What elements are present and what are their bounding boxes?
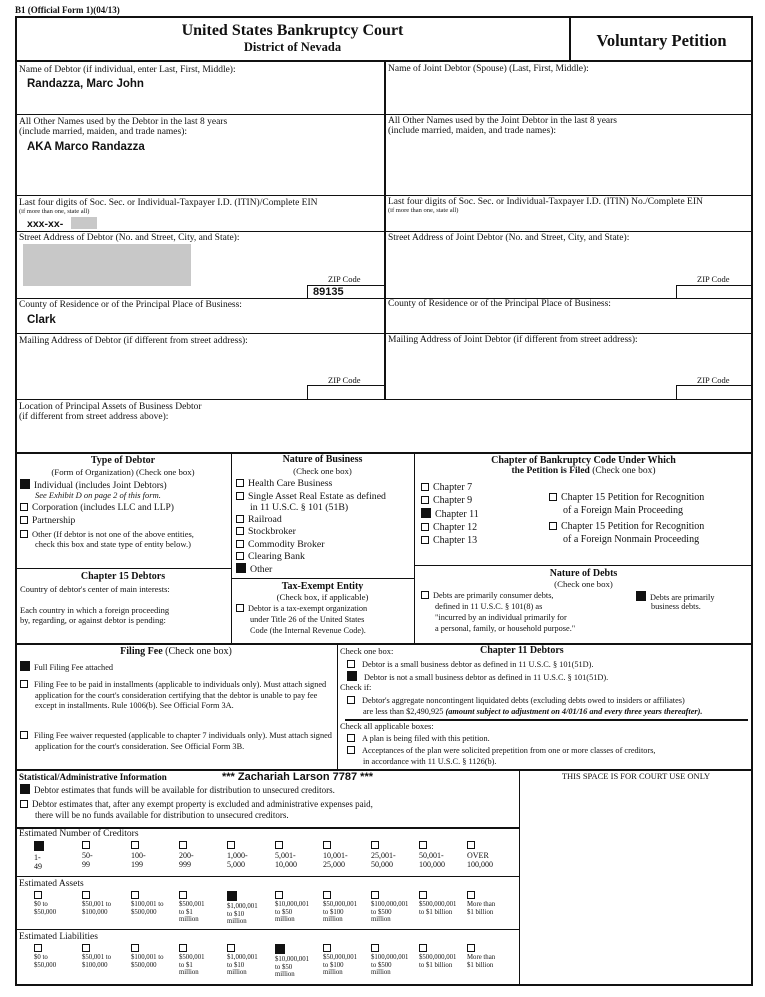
nature-of-debts-title: Nature of Debts (549, 568, 618, 579)
option-label: $500,000,001 (419, 901, 457, 908)
divider (519, 770, 520, 986)
option-label: OVER (467, 851, 489, 860)
divider (384, 61, 386, 399)
est-creditors-option[interactable] (179, 841, 194, 869)
est-creditors-option[interactable] (227, 841, 248, 869)
chapter-9[interactable]: Chapter 9 (421, 495, 472, 508)
checkbox-icon[interactable] (419, 841, 427, 849)
checkbox-icon[interactable] (371, 944, 379, 952)
type-corporation[interactable]: Corporation (includes LLC and LLP) (20, 502, 174, 515)
checkbox-checked-icon[interactable] (227, 891, 237, 901)
est-creditors-label: Estimated Number of Creditors (19, 829, 139, 839)
est-liabilities-option[interactable] (179, 944, 205, 977)
option-label: million (371, 916, 391, 923)
tax-exempt-line3: Code (the Internal Revenue Code). (250, 626, 366, 635)
option-label: $50,000 (34, 961, 57, 969)
checkbox-icon[interactable] (275, 891, 283, 899)
option-label: 50,001- (419, 851, 444, 860)
option-label: to $1 (179, 961, 193, 969)
chapter11-debtors-title: Chapter 11 Debtors (480, 645, 564, 656)
checkbox-icon[interactable] (236, 515, 244, 523)
option-label: $10,000,001 (275, 901, 309, 908)
installments-option[interactable]: Filing Fee to be paid in installments (applicable to individuals only). Must attach signed application for the court's consideration certifying that the debtor is unable to pay fee except in installments. Rule 1006(b). See Official Form 3A. (20, 680, 335, 712)
checkbox-icon[interactable] (236, 479, 244, 487)
check-one-label: Check one box: (340, 646, 394, 656)
est-assets-option[interactable] (323, 891, 357, 924)
joint-county-label: County of Residence or of the Principal Place of Business: (388, 299, 611, 309)
option-label: More than (467, 954, 496, 961)
option-label: $500,000 (131, 961, 157, 969)
joint-ssn-label: Last four digits of Soc. Sec. or Individual-Taxpayer I.D. (ITIN) No./Complete EIN (388, 197, 703, 207)
checkbox-icon[interactable] (131, 841, 139, 849)
divider (15, 333, 753, 334)
est-creditors-option[interactable] (323, 841, 348, 869)
nob-railroad[interactable]: Railroad (236, 514, 282, 527)
zip-value[interactable]: 89135 (313, 286, 344, 298)
ssn-value[interactable]: xxx-xx- (27, 218, 64, 230)
est-liabilities-option[interactable] (82, 944, 111, 969)
checkbox-icon[interactable] (421, 536, 429, 544)
checkbox-icon[interactable] (421, 523, 429, 531)
joint-mailing-zip-label: ZIP Code (697, 375, 730, 385)
option-label: More than (467, 901, 496, 908)
checkbox-checked-icon[interactable] (34, 841, 44, 851)
option-label: $50,000,001 (323, 954, 357, 961)
type-of-debtor-subtitle: (Form of Organization) (Check one box) (51, 467, 195, 477)
checkbox-checked-icon[interactable] (236, 563, 246, 573)
ssn-note: (if more than one, state all) (19, 208, 90, 215)
option-label: to $500 (371, 908, 392, 916)
check-all-label: Check all applicable boxes: (340, 721, 434, 731)
nature-of-debts-subtitle: (Check one box) (554, 579, 613, 589)
tax-exempt-title: Tax-Exempt Entity (281, 581, 364, 592)
option-label: $10,000,001 (275, 956, 309, 963)
no-funds-line2: there will be no funds available for distribution to unsecured creditors. (35, 810, 289, 820)
checkbox-icon[interactable] (179, 841, 187, 849)
checkbox-checked-icon[interactable] (20, 479, 30, 489)
option-label: $100,001 to (131, 901, 164, 908)
ssn-label: Last four digits of Soc. Sec. or Individual-Taxpayer I.D. (ITIN)/Complete EIN (19, 198, 318, 208)
est-liabilities-option[interactable] (467, 944, 495, 969)
est-assets-option[interactable] (275, 891, 309, 924)
checkbox-icon[interactable] (549, 522, 557, 530)
checkbox-checked-icon[interactable] (20, 661, 30, 671)
pending-label: Each country in which a foreign proceeding (20, 605, 170, 615)
est-creditors-option[interactable] (275, 841, 297, 869)
checkbox-icon[interactable] (347, 734, 355, 742)
type-partnership[interactable]: Partnership (20, 515, 75, 528)
checkbox-checked-icon[interactable] (347, 671, 357, 681)
option-label: $1,000,001 (227, 903, 258, 910)
checkbox-icon[interactable] (131, 944, 139, 952)
mailing-zip-label: ZIP Code (328, 375, 361, 385)
tax-exempt-line2: under Title 26 of the United States (250, 615, 365, 624)
est-assets-option[interactable] (419, 891, 456, 916)
checkbox-icon[interactable] (131, 891, 139, 899)
option-label: to $100 (323, 961, 344, 969)
divider (15, 643, 753, 645)
option-label: 5,000 (227, 860, 245, 869)
checkbox-icon[interactable] (20, 530, 28, 538)
option-label: million (323, 916, 343, 923)
option-label: 1- (34, 853, 41, 862)
pending-sublabel: by, regarding, or against debtor is pending: (20, 615, 166, 625)
chapter15-debtors-title: Chapter 15 Debtors (80, 571, 166, 582)
checkbox-icon[interactable] (467, 841, 475, 849)
street-redaction (23, 244, 191, 286)
nob-commodity-broker[interactable]: Commodity Broker (236, 539, 324, 552)
zip-label: ZIP Code (328, 274, 361, 284)
other-names-label: All Other Names used by the Debtor in the last 8 years (19, 117, 228, 127)
consumer-debts-line2: defined in 11 U.S.C. § 101(8) as (435, 602, 543, 611)
checkbox-icon[interactable] (179, 944, 187, 952)
est-liabilities-option[interactable] (227, 944, 258, 977)
checkbox-icon[interactable] (323, 841, 331, 849)
option-label: to $1 billion (419, 908, 453, 916)
divider (15, 399, 753, 400)
small-business-option[interactable]: Debtor is a small business debtor as defined in 11 U.S.C. § 101(51D). (347, 660, 594, 671)
checkbox-icon[interactable] (82, 891, 90, 899)
option-label: million (323, 969, 343, 976)
chapter-7[interactable]: Chapter 7 (421, 482, 472, 495)
checkbox-icon[interactable] (20, 800, 28, 808)
court-district: District of Nevada (243, 40, 342, 54)
mailing-label: Mailing Address of Debtor (if different from street address): (19, 336, 248, 346)
checkbox-icon[interactable] (34, 944, 42, 952)
aggregate-debts-line2: are less than $2,490,925 (amount subject to adjustment on 4/01/16 and every three years thereafter). (363, 707, 703, 716)
nob-single-asset-note: in 11 U.S.C. § 101 (51B) (250, 502, 349, 513)
est-liabilities-option[interactable] (323, 944, 357, 977)
county-value[interactable]: Clark (27, 314, 56, 326)
est-assets-option[interactable] (82, 891, 111, 916)
type-of-debtor-title: Type of Debtor (90, 455, 156, 466)
option-label: million (227, 918, 247, 925)
mailing-zip-box[interactable] (307, 385, 385, 399)
checkbox-icon[interactable] (236, 492, 244, 500)
est-assets-option[interactable] (34, 891, 56, 916)
debtor-name-label: Name of Debtor (if individual, enter Last, First, Middle): (19, 65, 236, 75)
option-label: $1 billion (467, 961, 494, 969)
option-label: $500,001 (179, 901, 205, 908)
type-other[interactable]: Other (If debtor is not one of the above entities, (20, 528, 194, 541)
checkbox-icon[interactable] (371, 891, 379, 899)
tax-exempt-option[interactable]: Debtor is a tax-exempt organization (236, 604, 367, 615)
checkbox-icon[interactable] (347, 660, 355, 668)
consumer-debts-line3: "incurred by an individual primarily for (435, 613, 567, 622)
est-liabilities-option[interactable] (371, 944, 408, 977)
joint-street-label: Street Address of Joint Debtor (No. and Street, City, and State): (388, 233, 630, 243)
checkbox-icon[interactable] (421, 483, 429, 491)
court-title: United States Bankruptcy Court (181, 22, 404, 39)
checkbox-icon[interactable] (227, 841, 235, 849)
option-label: 100,000 (467, 860, 493, 869)
not-small-business-option[interactable]: Debtor is not a small business debtor as defined in 11 U.S.C. § 101(51D). (347, 671, 608, 684)
business-debts-line2: business debts. (651, 602, 701, 611)
petition-type: Voluntary Petition (596, 31, 727, 50)
divider (15, 929, 519, 930)
option-label: to $100 (323, 908, 344, 916)
option-label: $1,000,001 (227, 954, 258, 961)
checkbox-icon[interactable] (236, 540, 244, 548)
checkbox-checked-icon[interactable] (275, 944, 285, 954)
checkbox-icon[interactable] (236, 527, 244, 535)
nob-stockbroker[interactable]: Stockbroker (236, 526, 296, 539)
checkbox-icon[interactable] (323, 944, 331, 952)
option-label: $50,001 to (82, 954, 112, 961)
est-creditors-option[interactable] (82, 841, 94, 869)
divider (15, 568, 231, 569)
checkbox-icon[interactable] (227, 944, 235, 952)
option-label: $50,000,001 (323, 901, 357, 908)
no-funds-option[interactable]: Debtor estimates that, after any exempt property is excluded and administrative expenses paid, (20, 799, 373, 810)
est-liabilities-option[interactable] (419, 944, 456, 969)
option-label: 200- (179, 851, 194, 860)
option-label: to $10 (227, 910, 245, 918)
divider (414, 453, 415, 643)
option-label: to $50 (275, 908, 293, 916)
checkbox-icon[interactable] (20, 516, 28, 524)
option-label: $1 billion (467, 908, 494, 916)
est-liabilities-option[interactable] (275, 944, 309, 979)
option-label: $100,000,001 (371, 901, 409, 908)
est-liabilities-label: Estimated Liabilities (19, 932, 98, 942)
divider (15, 876, 519, 877)
option-label: to $1 billion (419, 961, 453, 969)
checkbox-icon[interactable] (421, 496, 429, 504)
option-label: to $50 (275, 963, 293, 971)
option-label: 999 (179, 860, 191, 869)
type-individual-note: See Exhibit D on page 2 of this form. (35, 490, 161, 500)
option-label: 25,000 (323, 860, 345, 869)
nature-of-business-subtitle: (Check one box) (293, 466, 352, 476)
joint-mailing-zip-box[interactable] (676, 385, 753, 399)
nob-other[interactable]: Other (236, 563, 272, 577)
nob-clearing-bank[interactable]: Clearing Bank (236, 551, 305, 564)
chapter-15-nonmain[interactable]: Chapter 15 Petition for Recognition (549, 521, 704, 534)
joint-zip-box[interactable] (676, 285, 753, 299)
checkbox-icon[interactable] (34, 891, 42, 899)
checkbox-icon[interactable] (419, 891, 427, 899)
center-of-interests-label: Country of debtor's center of main interests: (20, 584, 170, 594)
option-label: $500,000 (131, 908, 157, 916)
court-use-label: THIS SPACE IS FOR COURT USE ONLY (561, 771, 711, 781)
checkbox-icon[interactable] (419, 944, 427, 952)
county-label: County of Residence or of the Principal Place of Business: (19, 300, 242, 310)
other-names-sublabel: (include married, maiden, and trade names): (19, 127, 188, 137)
other-names-value[interactable]: AKA Marco Randazza (27, 141, 145, 153)
street-label: Street Address of Debtor (No. and Street, City, and State): (19, 233, 240, 243)
chapter-subtitle: the Petition is Filed (Check one box) (511, 466, 656, 476)
consumer-debts-line4: a personal, family, or household purpose." (435, 624, 576, 633)
est-liabilities-option[interactable] (34, 944, 56, 969)
option-label: 50- (82, 851, 93, 860)
option-label: $500,001 (179, 954, 205, 961)
est-creditors-option[interactable] (467, 841, 493, 869)
principal-assets-label: Location of Principal Assets of Business Debtor (19, 402, 202, 412)
chapter-11[interactable]: Chapter 11 (421, 508, 479, 522)
option-label: $500,000,001 (419, 954, 457, 961)
business-debts-option[interactable]: Debts are primarily (636, 591, 715, 604)
type-other-note: check this box and state type of entity below.) (35, 539, 191, 549)
option-label: 10,000 (275, 860, 297, 869)
tax-exempt-subtitle: (Check box, if applicable) (276, 592, 369, 602)
divider (337, 644, 338, 769)
chapter-title: Chapter of Bankruptcy Code Under Which (491, 455, 676, 466)
divider (231, 453, 232, 643)
option-label: 25,001- (371, 851, 396, 860)
funds-available-option[interactable]: Debtor estimates that funds will be available for distribution to unsecured creditors. (20, 784, 335, 796)
chapter-15-main-note: of a Foreign Main Proceeding (563, 505, 683, 516)
est-assets-option[interactable] (179, 891, 205, 924)
statistical-title: Statistical/Administrative Information (19, 772, 167, 782)
option-label: $50,001 to (82, 901, 112, 908)
est-assets-option[interactable] (371, 891, 408, 924)
chapter-12[interactable]: Chapter 12 (421, 522, 477, 535)
option-label: $100,000,001 (371, 954, 409, 961)
checkbox-checked-icon[interactable] (421, 508, 431, 518)
checkbox-icon[interactable] (82, 944, 90, 952)
checkbox-icon[interactable] (467, 891, 475, 899)
checkbox-checked-icon[interactable] (636, 591, 646, 601)
joint-name-label: Name of Joint Debtor (Spouse) (Last, First, Middle): (388, 64, 589, 74)
checkbox-icon[interactable] (371, 841, 379, 849)
joint-zip-label: ZIP Code (697, 274, 730, 284)
acceptances-option[interactable]: Acceptances of the plan were solicited prepetition from one or more classes of creditors, (347, 746, 656, 757)
checkbox-icon[interactable] (275, 841, 283, 849)
checkbox-icon[interactable] (421, 591, 429, 599)
checkbox-icon[interactable] (82, 841, 90, 849)
checkbox-icon[interactable] (323, 891, 331, 899)
full-fee-option[interactable]: Full Filing Fee attached (20, 661, 113, 674)
option-label: 100- (131, 851, 146, 860)
option-label: $100,000 (82, 961, 108, 969)
type-individual[interactable]: Individual (includes Joint Debtors) (20, 479, 167, 493)
est-creditors-option[interactable] (371, 841, 396, 869)
checkbox-icon[interactable] (20, 503, 28, 511)
option-label: 50,000 (371, 860, 393, 869)
est-assets-option[interactable] (131, 891, 163, 916)
option-label: million (179, 969, 199, 976)
option-label: to $10 (227, 961, 245, 969)
est-creditors-option[interactable] (34, 841, 48, 871)
nob-health-care[interactable]: Health Care Business (236, 478, 332, 491)
est-assets-option[interactable] (227, 891, 258, 926)
aggregate-debts-option[interactable]: Debtor's aggregate noncontingent liquidated debts (excluding debts owed to insiders or affiliates) (347, 696, 685, 707)
nob-single-asset[interactable]: Single Asset Real Estate as defined (236, 491, 386, 504)
debtor-name-value[interactable]: Randazza, Marc John (27, 78, 144, 90)
est-assets-option[interactable] (467, 891, 495, 916)
check-if-label: Check if: (340, 682, 372, 692)
form-id: B1 (Official Form 1)(04/13) (15, 5, 120, 15)
acceptances-line2: in accordance with 11 U.S.C. § 1126(b). (363, 757, 497, 766)
checkbox-icon[interactable] (236, 552, 244, 560)
filing-fee-title: Filing Fee (Check one box) (120, 646, 232, 657)
option-label: $50,000 (34, 908, 57, 916)
checkbox-icon[interactable] (549, 493, 557, 501)
option-label: million (275, 971, 295, 978)
option-label: $100,000 (82, 908, 108, 916)
option-label: 1,000- (227, 851, 248, 860)
option-label: 199 (131, 860, 143, 869)
checkbox-checked-icon[interactable] (20, 784, 30, 794)
checkbox-icon[interactable] (20, 680, 28, 688)
est-assets-label: Estimated Assets (19, 879, 84, 889)
checkbox-icon[interactable] (236, 604, 244, 612)
option-label: 49 (34, 862, 42, 871)
option-label: $0 to (34, 901, 48, 908)
chapter-15-main[interactable]: Chapter 15 Petition for Recognition (549, 492, 704, 505)
option-label: 5,001- (275, 851, 296, 860)
option-label: million (371, 969, 391, 976)
option-label: $0 to (34, 954, 48, 961)
joint-ssn-note: (if more than one, state all) (388, 207, 459, 214)
checkbox-icon[interactable] (179, 891, 187, 899)
consumer-debts-option[interactable]: Debts are primarily consumer debts, (421, 591, 554, 602)
plan-filed-option[interactable]: A plan is being filed with this petition. (347, 734, 490, 745)
divider (414, 565, 753, 566)
nature-of-business-title: Nature of Business (282, 454, 363, 465)
option-label: $100,001 to (131, 954, 164, 961)
waiver-option[interactable]: Filing Fee waiver requested (applicable to chapter 7 individuals only). Must attach signed application for the court's consideration. See Official Form 3B. (20, 731, 335, 752)
checkbox-icon[interactable] (347, 696, 355, 704)
option-label: million (179, 916, 199, 923)
checkbox-icon[interactable] (467, 944, 475, 952)
option-label: 100,000 (419, 860, 445, 869)
est-liabilities-option[interactable] (131, 944, 163, 969)
option-label: to $1 (179, 908, 193, 916)
option-label: 10,001- (323, 851, 348, 860)
divider (15, 195, 753, 196)
est-creditors-option[interactable] (131, 841, 146, 869)
option-label: million (275, 916, 295, 923)
option-label: million (227, 969, 247, 976)
divider (15, 231, 753, 232)
joint-mailing-label: Mailing Address of Joint Debtor (if different from street address): (388, 335, 638, 345)
divider (15, 114, 753, 115)
chapter-13[interactable]: Chapter 13 (421, 535, 477, 548)
chapter-15-nonmain-note: of a Foreign Nonmain Proceeding (563, 534, 700, 545)
option-label: 99 (82, 860, 90, 869)
joint-other-names-sublabel: (include married, maiden, and trade names): (388, 126, 557, 136)
ssn-redaction (71, 217, 97, 229)
checkbox-icon[interactable] (347, 746, 355, 754)
joint-other-names-label: All Other Names used by the Joint Debtor in the last 8 years (388, 116, 618, 126)
principal-assets-sublabel: (if different from street address above): (19, 412, 169, 422)
preparer-id: *** Zachariah Larson 7787 *** (222, 771, 374, 783)
checkbox-icon[interactable] (20, 731, 28, 739)
option-label: to $500 (371, 961, 392, 969)
est-creditors-option[interactable] (419, 841, 445, 869)
divider (231, 578, 414, 579)
